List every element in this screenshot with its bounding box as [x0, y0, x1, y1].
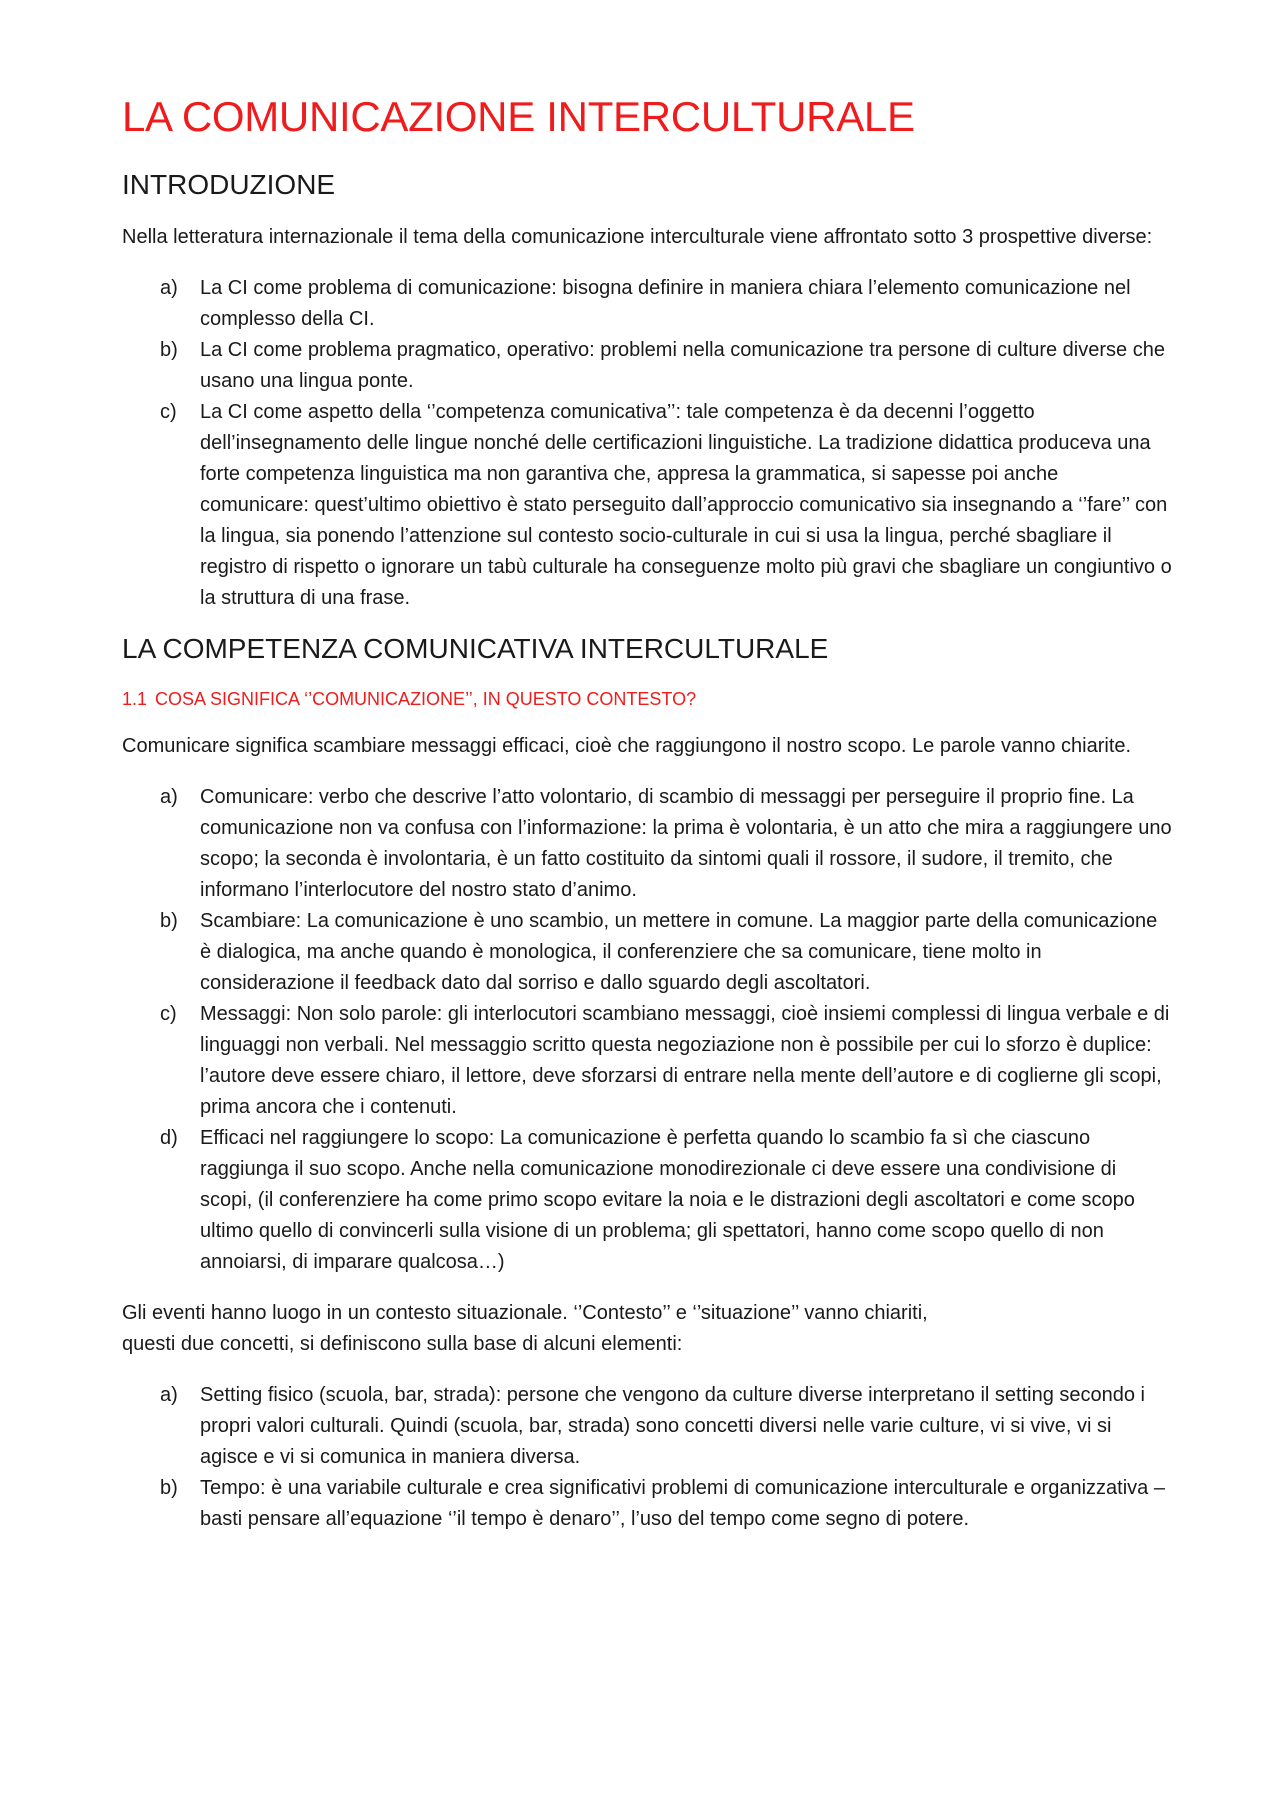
list-item-text: Tempo: è una variabile culturale e crea significativi problemi di comunicazione interculturale e organizzativa – basti pensare all’equazione ‘’il tempo è denaro’’, l’uso del tempo come segno di potere.: [200, 1476, 1165, 1530]
contesto-line-2: questi due concetti, si definiscono sulla base di alcuni elementi:: [122, 1332, 683, 1355]
list-marker: a): [160, 1383, 178, 1406]
contesto-paragraph: [122, 1298, 1172, 1360]
list-marker: d): [160, 1126, 178, 1149]
list-item-text: La CI come aspetto della ‘’competenza comunicativa’’: tale competenza è da decenni l’oggetto dell’insegnamento delle lingue nonché delle certificazioni linguistiche. La tradizione didattica produceva una forte competenza linguistica ma non garantiva che, appresa la grammatica, si sapesse poi anche comunicare: quest’ultimo obiettivo è stato perseguito dall’approccio comunicativo sia insegnando a ‘’fare’’ con la lingua, sia ponendo l’attenzione sul contesto socio-culturale in cui si usa la lingua, perché sbagliare il registro di rispetto o ignorare un tabù culturale ha conseguenze molto più gravi che sbagliare un congiuntivo o la struttura di una frase.: [200, 400, 1172, 609]
list-marker: a): [160, 785, 178, 808]
contesto-line-1: Gli eventi hanno luogo in un contesto situazionale. ‘’Contesto’’ e ‘’situazione’’ vanno chiariti,: [122, 1301, 928, 1324]
list-item-text: La CI come problema di comunicazione: bisogna definire in maniera chiara l’elemento comunicazione nel complesso della CI.: [200, 276, 1131, 330]
heading-competenza: LA COMPETENZA COMUNICATIVA INTERCULTURALE: [122, 632, 829, 664]
prospettive-list: [122, 273, 1172, 614]
document-page: [122, 92, 1172, 1535]
contesto-list: [122, 1380, 1172, 1535]
subheading-number: 1.1: [122, 688, 148, 709]
list-item: [122, 1123, 1172, 1278]
list-marker: c): [160, 400, 177, 423]
list-item: [122, 335, 1172, 397]
list-item: [122, 273, 1172, 335]
list-item-text: Efficaci nel raggiungere lo scopo: La comunicazione è perfetta quando lo scambio fa sì che ciascuno raggiunga il suo scopo. Anche nella comunicazione monodirezionale ci deve essere una condivisione di scopi, (il conferenziere ha come primo scopo evitare la noia e le distrazioni degli ascoltatori e come scopo ultimo quello di convincerli sulla visione di un problema; gli spettatori, hanno come scopo quello di non annoiarsi, di imparare qualcosa…): [200, 1126, 1135, 1273]
list-item: [122, 906, 1172, 999]
list-item: [122, 1473, 1172, 1535]
intro-paragraph: Nella letteratura internazionale il tema della comunicazione interculturale viene affrontato sotto 3 prospettive diverse:: [122, 225, 1153, 248]
list-marker: c): [160, 1002, 177, 1025]
list-item: [122, 782, 1172, 906]
list-item-text: Comunicare: verbo che descrive l’atto volontario, di scambio di messaggi per perseguire il proprio fine. La comunicazione non va confusa con l’informazione: la prima è volontaria, è un atto che mira a raggiungere uno scopo; la seconda è involontaria, è un fatto costituito da sintomi quali il rossore, il sudore, il tremito, che informano l’interlocutore del nostro stato d’animo.: [200, 785, 1172, 901]
comunicare-paragraph: Comunicare significa scambiare messaggi efficaci, cioè che raggiungono il nostro scopo. Le parole vanno chiarite.: [122, 734, 1132, 757]
list-item-text: Messaggi: Non solo parole: gli interlocutori scambiano messaggi, cioè insiemi complessi di lingua verbale e di linguaggi non verbali. Nel messaggio scritto questa negoziazione non è possibile per cui lo sforzo è duplice: l’autore deve essere chiaro, il lettore, deve sforzarsi di entrare nella mente dell’autore e di coglierne gli scopi, prima ancora che i contenuti.: [200, 1002, 1170, 1118]
list-item: [122, 999, 1172, 1123]
list-marker: b): [160, 909, 178, 932]
list-marker: a): [160, 276, 178, 299]
subheading-text: COSA SIGNIFICA ‘’COMUNICAZIONE’’, IN QUESTO CONTESTO?: [155, 688, 697, 709]
definizioni-list: [122, 782, 1172, 1278]
list-marker: b): [160, 1476, 178, 1499]
list-item: [122, 1380, 1172, 1473]
list-item-text: Scambiare: La comunicazione è uno scambio, un mettere in comune. La maggior parte della comunicazione è dialogica, ma anche quando è monologica, il conferenziere che sa comunicare, tiene molto in considerazione il feedback dato dal sorriso e dallo sguardo degli ascoltatori.: [200, 909, 1158, 994]
list-marker: b): [160, 338, 178, 361]
list-item: [122, 397, 1172, 614]
document-title: LA COMUNICAZIONE INTERCULTURALE: [122, 93, 915, 140]
heading-introduzione: INTRODUZIONE: [122, 169, 336, 201]
list-item-text: La CI come problema pragmatico, operativo: problemi nella comunicazione tra persone di culture diverse che usano una lingua ponte.: [200, 338, 1165, 392]
subheading-cosa-significa: [122, 688, 1172, 711]
list-item-text: Setting fisico (scuola, bar, strada): persone che vengono da culture diverse interpretano il setting secondo i propri valori culturali. Quindi (scuola, bar, strada) sono concetti diversi nelle varie culture, vi si vive, vi si agisce e vi si comunica in maniera diversa.: [200, 1383, 1145, 1468]
